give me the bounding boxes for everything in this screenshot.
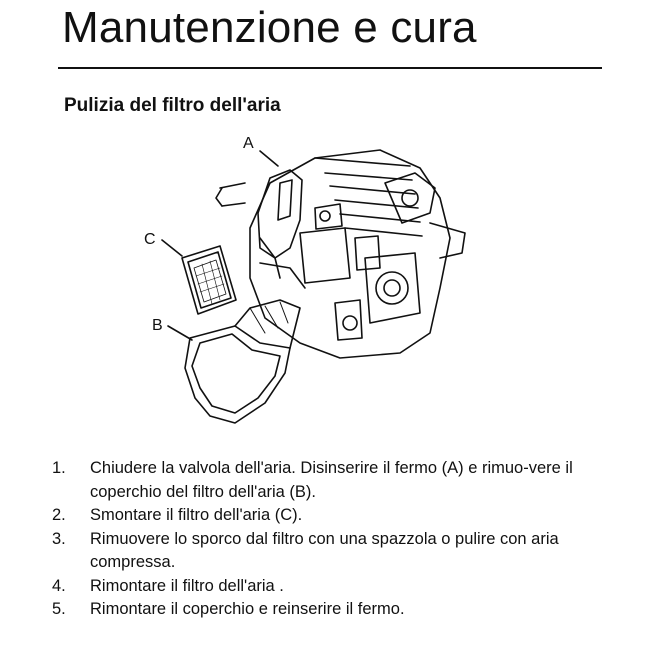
step-text: Rimuovere lo sporco dal filtro con una spazzola o pulire con aria compressa.	[90, 529, 559, 571]
label-a: A	[243, 135, 254, 152]
filter-cover	[185, 300, 300, 423]
step-number: 3.	[52, 529, 66, 548]
air-filter-element	[182, 246, 236, 314]
step-text: Rimontare il coperchio e reinserire il fermo.	[90, 600, 405, 618]
step-number: 2.	[52, 506, 66, 524]
step-number: 4.	[52, 576, 66, 595]
title-divider	[58, 67, 602, 69]
leader-b	[168, 326, 192, 340]
step-number: 1.	[52, 459, 66, 477]
label-b: B	[152, 317, 163, 334]
instruction-list	[52, 457, 612, 622]
instruction-step	[52, 528, 612, 575]
instruction-step	[52, 504, 612, 528]
section-heading: Pulizia del filtro dell'aria	[64, 95, 281, 116]
label-c: C	[144, 231, 156, 248]
air-filter-illustration	[140, 128, 470, 438]
step-text: Rimontare il filtro dell'aria .	[90, 576, 284, 595]
step-text: Smontare il filtro dell'aria (C).	[90, 506, 303, 524]
leader-a	[260, 151, 278, 166]
instruction-step	[52, 575, 612, 599]
leader-c	[162, 240, 182, 256]
step-text: Chiudere la valvola dell'aria. Disinserire il fermo (A) e rimuo-vere il coperchio del filtro dell'aria (B).	[90, 459, 573, 501]
instruction-step	[52, 457, 612, 504]
page-title: Manutenzione e cura	[62, 3, 477, 52]
step-number: 5.	[52, 600, 66, 618]
instruction-step	[52, 598, 612, 622]
